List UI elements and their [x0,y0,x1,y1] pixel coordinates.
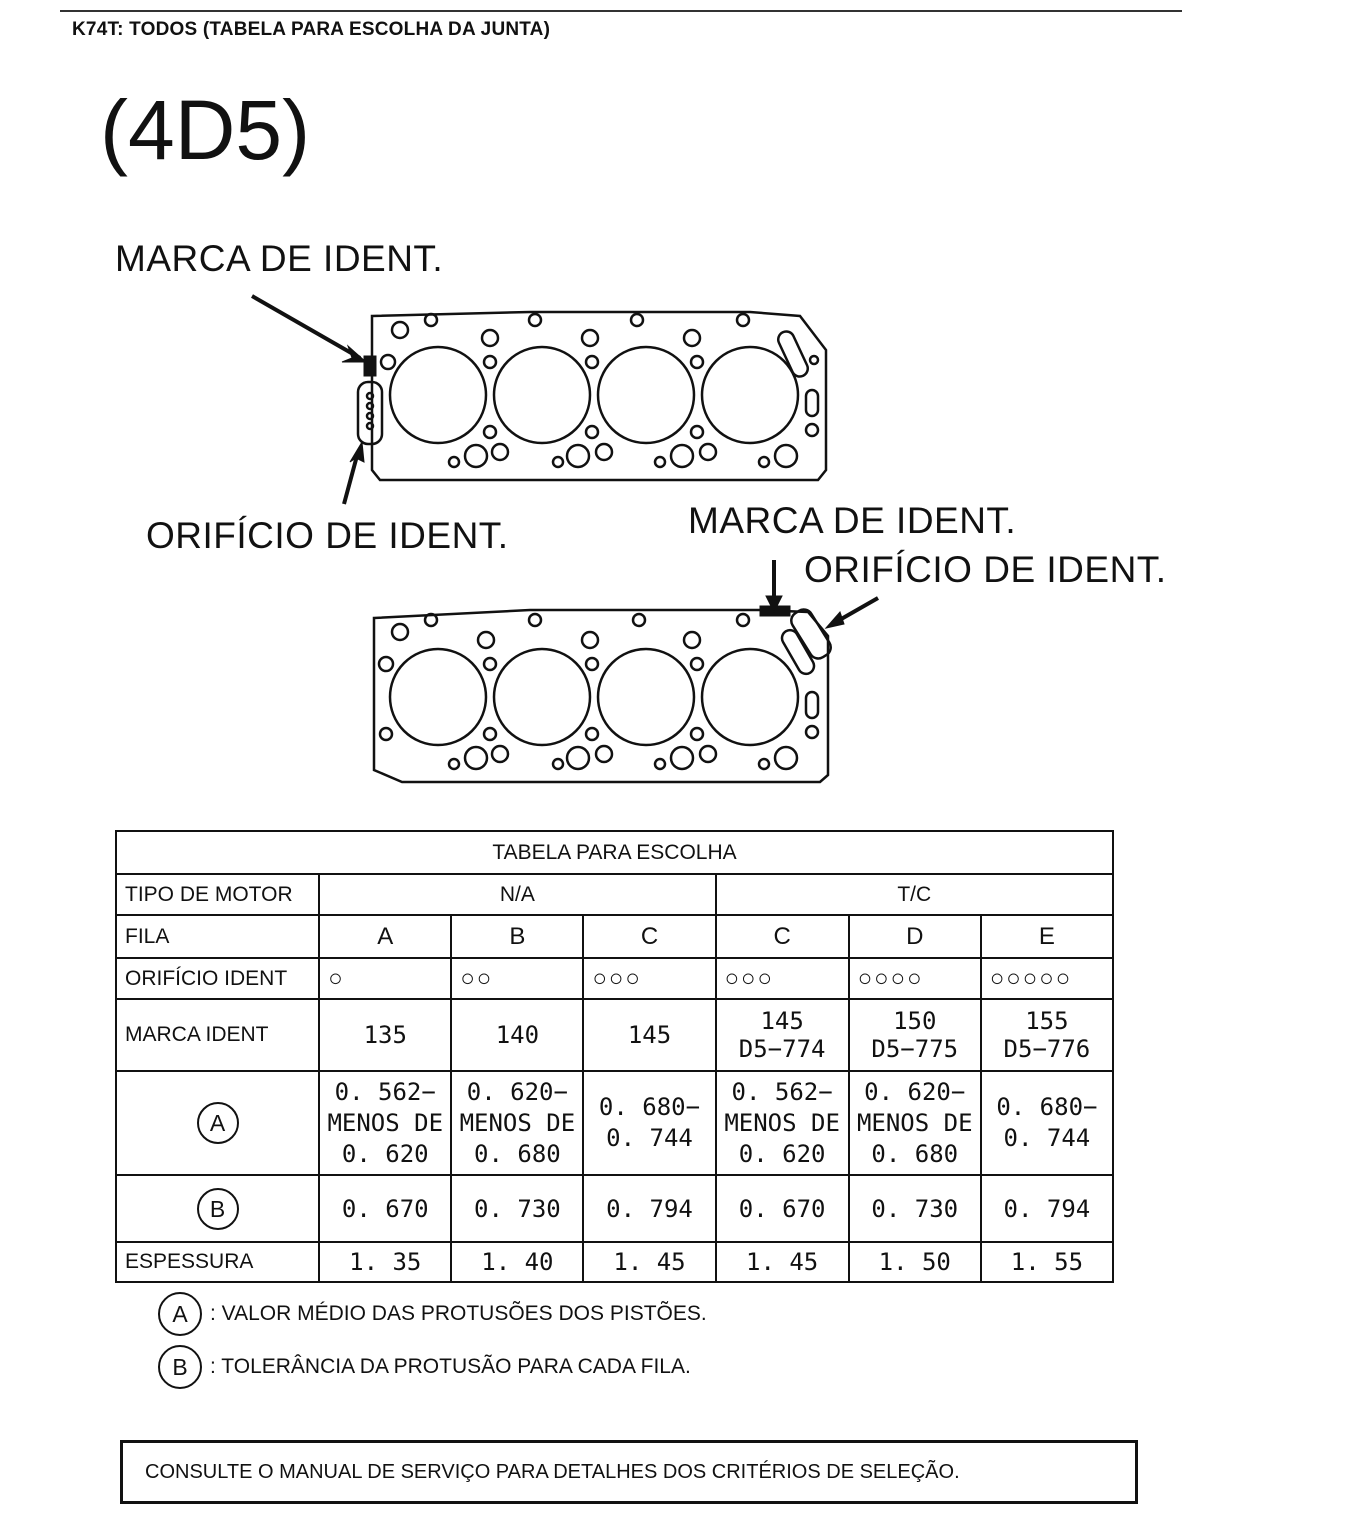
orificio-cell: ○○○○○ [981,958,1113,999]
a-line: 0. 562− [334,1077,436,1106]
fila-cell: B [451,915,583,958]
fila-cell: D [849,915,981,958]
fila-cell: A [319,915,451,958]
marca-cell [981,999,1113,1071]
a-line: MENOS DE [724,1108,840,1137]
gasket-bottom [374,606,834,782]
espessura-cell: 1. 55 [981,1242,1113,1282]
a-line: MENOS DE [459,1108,576,1137]
marca-code: D5−776 [1003,1035,1091,1063]
a-symbol: A [197,1102,239,1144]
legend-b [158,1345,691,1389]
legend-a-symbol: A [158,1292,202,1336]
row-header-fila: FILA [116,915,319,958]
b-symbol: B [197,1188,239,1230]
a-line: 0. 744 [606,1124,693,1152]
orificio-cell: ○○○ [716,958,849,999]
orificio-cell: ○○○ [583,958,715,999]
a-line: MENOS DE [327,1108,444,1137]
marca-number: 150 [893,1007,937,1035]
espessura-cell: 1. 45 [716,1242,849,1282]
a-line: 0. 620− [466,1077,568,1106]
marca-number: 145 [627,1021,672,1049]
b-cell: 0. 730 [849,1175,981,1242]
mark-label-bottom: MARCA DE IDENT. [688,500,1017,541]
marca-number: 155 [1025,1007,1069,1035]
hole-label-top: ORIFÍCIO DE IDENT. [146,515,509,556]
a-cell [716,1071,849,1175]
legend-b-text: : TOLERÂNCIA DA PROTUSÃO PARA CADA FILA. [210,1355,691,1378]
marca-cell [849,999,981,1071]
a-line: 0. 744 [1003,1124,1091,1152]
mark-label-top: MARCA DE IDENT. [115,238,444,279]
espessura-cell: 1. 50 [849,1242,981,1282]
row-header-marca: MARCA IDENT [116,999,319,1071]
page-header: K74T: TODOS (TABELA PARA ESCOLHA DA JUNTA) [72,19,551,40]
marca-cell [716,999,849,1071]
a-line: 0. 620− [864,1077,966,1106]
fila-cell: E [981,915,1113,958]
b-cell: 0. 670 [319,1175,451,1242]
hole-label-bottom: ORIFÍCIO DE IDENT. [804,549,1167,590]
espessura-cell: 1. 45 [583,1242,715,1282]
legend-b-symbol: B [158,1345,202,1389]
b-cell: 0. 794 [583,1175,715,1242]
orificio-cell: ○○○○ [849,958,981,999]
a-line: 0. 680− [598,1093,701,1121]
a-line: 0. 620 [738,1139,826,1168]
espessura-cell: 1. 35 [319,1242,451,1282]
b-cell: 0. 730 [451,1175,583,1242]
selection-table [115,830,1114,1283]
b-cell: 0. 670 [716,1175,849,1242]
a-line: 0. 680 [474,1139,561,1168]
marca-cell [319,999,451,1071]
a-cell [981,1071,1113,1175]
marca-code: D5−775 [871,1035,959,1063]
a-cell [319,1071,451,1175]
a-line: 0. 680− [996,1093,1098,1121]
espessura-cell: 1. 40 [451,1242,583,1282]
motor-type-na: N/A [319,874,715,915]
marca-cell [451,999,583,1071]
engine-model-title: (4D5) [100,83,311,177]
marca-number: 140 [495,1021,540,1049]
a-cell [451,1071,583,1175]
legend-a [158,1292,707,1336]
a-cell [849,1071,981,1175]
row-header-b [116,1175,319,1242]
row-header-a [116,1071,319,1175]
marca-number: 135 [363,1021,407,1049]
row-header-espessura: ESPESSURA [116,1242,319,1282]
service-manual-note: CONSULTE O MANUAL DE SERVIÇO PARA DETALHES DOS CRITÉRIOS DE SELEÇÃO. [120,1440,1138,1504]
legend-a-text: : VALOR MÉDIO DAS PROTUSÕES DOS PISTÕES. [210,1302,707,1325]
a-line: 0. 562− [731,1077,833,1106]
row-header-orificio: ORIFÍCIO IDENT [116,958,319,999]
a-line: 0. 620 [341,1139,429,1168]
table-title: TABELA PARA ESCOLHA [116,831,1113,874]
orificio-cell: ○ [319,958,451,999]
row-header-motor: TIPO DE MOTOR [116,874,319,915]
a-line: 0. 680 [871,1139,959,1168]
marca-cell [583,999,715,1071]
b-cell: 0. 794 [981,1175,1113,1242]
a-cell [583,1071,715,1175]
a-line: MENOS DE [856,1108,973,1137]
gasket-top [358,312,826,480]
fila-cell: C [583,915,715,958]
marca-number: 145 [760,1007,804,1035]
motor-type-tc: T/C [716,874,1113,915]
fila-cell: C [716,915,849,958]
marca-code: D5−774 [738,1035,826,1063]
pointer-arrows [252,296,878,628]
orificio-cell: ○○ [451,958,583,999]
